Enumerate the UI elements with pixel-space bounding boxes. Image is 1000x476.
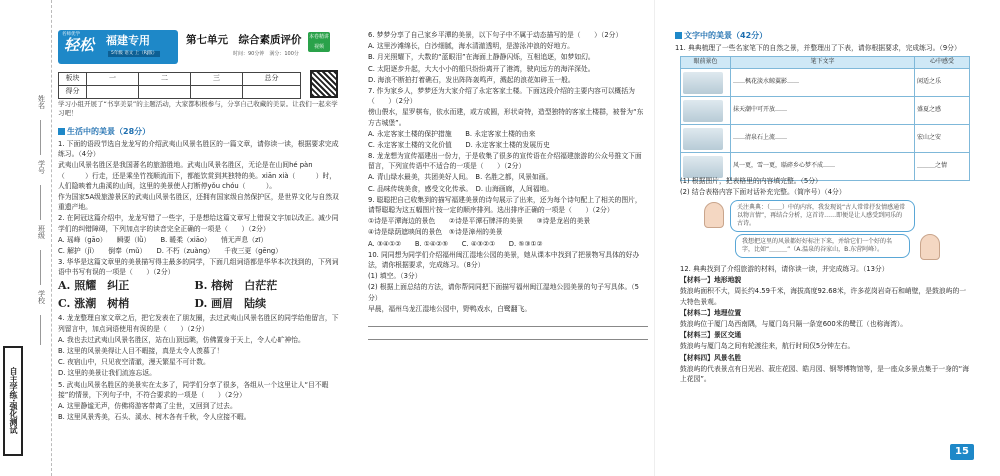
option-row: A. 我也去过武夷山风景名胜区，站在山顶远眺，仿佛置身于天上，令人心旷神怡。 [58,335,305,344]
edition-title: 福建专用 [106,34,150,47]
handwriting-option: B. 榕树 白茫茫 [194,279,278,293]
question-text: 12. 典典找到了介绍旅游的材料，请你读一读，并完成练习。（13分） [680,265,889,273]
question-text: 4. 龙龙整理自家文章之后，把它发表在了朋友圈，去过武夷山风景名胜区的同学给他留言，下列留言中，加点词语使用有误的是（ ）（2分） [58,314,339,333]
answer-line[interactable] [368,329,648,340]
page-number: 15 [950,444,974,460]
score-input[interactable] [243,86,301,99]
section-2-heading [675,30,975,42]
student-id-label: 学号 [37,160,46,174]
middle-column [368,30,648,342]
scenery-image [681,69,731,97]
page-divider [654,0,655,476]
question-text: 7. 作为家乡人，梦梦还为大家介绍了永定客家土楼。下面这段介绍的主要内容可以概括为（ ）（2分） [368,86,635,106]
table-cell[interactable]: ……清泉石上流…… [731,125,915,153]
option-row: C. 夜宿山中，只见夜空清澈，漫天繁星不可计数。 [58,358,210,367]
section-1-heading [58,126,342,138]
option-row: D. 海浪不断拍打着礁石，发出阵阵轰鸣声，溅起的浪花如碎玉一般。 [368,75,575,84]
option-row: A. 永定客家土楼的保护措施 B. 永定客家土楼的由来 [368,129,536,138]
edition-subtitle: 5年级 语文 上（RJ版） [108,51,160,57]
score-header-row [59,73,301,86]
right-column [675,30,975,54]
option-row: B. 这里风景秀美，石头、溪水、树木各有千秋，令人应接不暇。 [58,413,251,422]
question-text: 6. 梦梦分享了自己家乡平潭的美景，以下句子中不属于动态描写的是（ ）（2分） [368,31,623,39]
brand-label: 自主学练·强化测试 [3,346,23,456]
passage: 早晨，福州乌龙江湿地公园中，野鸭戏水，白鹭翻飞。 [368,304,532,313]
material-heading: 【材料三】景区交通 [680,331,742,340]
left-column [58,126,342,423]
handwriting-option: C. 涨潮 树梢 [58,296,130,310]
question-text: 11. 典典梳理了一些名家笔下的自然之景，并整理出了下表，请你根据要求，完成练习。（9分） [675,44,961,52]
question-text: 10. 同同想为同学们介绍福州闽江湿地公园的美景，她从课本中找到了把景物写具体的好办法，请你根据要求，完成练习。（8分） [368,250,640,269]
question-text: 1. 下面的语段节选自龙龙写的介绍武夷山风景名胜区的一篇文章，请你读一读，根据要求完成练习。（4分） [58,140,339,159]
scenery-image [681,125,731,153]
option-row: B. 月光照耀下，大数的“蓝眼泪”在海面上静静闪烁，互相追逐，如梦如幻。 [368,53,595,62]
table-header: 心中感受 [915,57,970,69]
question-text: (1) 根据图片，把表格里的内容填完整。（5分） [680,177,822,185]
passage: 傍山偎水，星罗棋布，依水而建，或方或圆，形状奇特，造型独特的客家土楼群，被誉为“东方古城堡”。 [368,108,644,127]
question-12 [680,264,972,385]
option-row: C. 解护（jǐ） 倒奉（mǔ） D. 不朽（zuàng） 千夜三更（gēng） [58,246,283,255]
score-input[interactable] [139,86,191,99]
handwriting-option: D. 画眉 陆续 [194,296,267,310]
score-input[interactable] [87,86,139,99]
material-heading: 【材料二】地理位置 [680,308,742,317]
table-cell[interactable]: ＿＿＿之情 [915,153,970,181]
name-line [40,120,41,155]
class-label: 班级 [37,225,46,239]
score-cell: 板块 [59,73,87,86]
video-badge[interactable]: 本卷精讲视频 [308,34,329,50]
handwriting-row [58,296,342,313]
option-row: C. 品味传统美食，感受文化传承。 D. 山海画廊，人间福地。 [368,184,554,193]
table-header: 眼前景色 [681,57,731,69]
section-icon [58,128,65,135]
section-2-title: 文字中的美景 [684,31,732,40]
table-cell[interactable]: ……枫花淡水鲸翼影…… [731,69,915,97]
table-cell: 闲适之乐 [915,69,970,97]
logo-big-text: 轻松 [64,36,95,54]
table-cell[interactable]: 抹天潮中可开放…… [731,97,915,125]
teacher-avatar-icon [920,234,940,260]
question-text: 作为国家5A级旅游景区的武夷山风景名胜区，还拥有国家级自然保护区，是世界文化与自然双重遗产地。 [58,192,339,212]
dialogue-bubble: 关注典典：（＿＿）中的内容，我发现说“古人常常抒发情感通常以物言情”，再结合分析，这首诗……即便是让人感受到同乐的古诗。 [730,200,915,232]
score-cell: 二 [139,73,191,86]
exam-meta: 时间：90分钟 满分：100分 [233,51,299,57]
score-cell: 总分 [243,73,301,86]
name-label: 姓名 [37,95,46,109]
table-row [681,125,970,153]
student-id-line [40,185,41,220]
score-cell: 三 [191,73,243,86]
table-cell: 宏山之安 [915,125,970,153]
material-text: 鼓浪屿与厦门岛之间有轮渡往来，航行时间仅5分钟左右。 [680,342,855,351]
question-text: (2) 根据上面总结的方法，请你帮同同把下面描写福州闽江湿地公园美景的句子写具体。（5分） [368,283,639,302]
score-cell: 一 [87,73,139,86]
qr-code[interactable] [310,70,338,98]
section-icon [675,32,682,39]
scenery-table [680,56,970,181]
section-1-score: （28分） [115,127,151,136]
option-row: A. 这里静谧无声，仿佛将游客带离了尘世，又回到了过去。 [58,401,237,410]
unit-title: 第七单元 综合素质评价 [186,34,302,46]
class-line [40,250,41,285]
material-heading: 【材料四】风景名胜 [680,353,742,362]
intro-text: 学习小组开展了“书享美景”的主题活动，大家都积极参与，分享自己收藏的美景。让我们一起来学习吧！ [58,100,338,117]
option-row: A. ③④①② B. ①④②⑤ C. ④③②① D. ⑤③①② [368,239,543,248]
school-label: 学校 [37,290,46,304]
score-table [58,72,301,99]
score-value-row [59,86,301,99]
student-avatar-icon [704,202,724,228]
table-row [681,69,970,97]
option-row: A. 这里沙滩绵长，白沙细腻，海水清澈透明，是游泳冲浪的好地方。 [368,42,574,51]
scenery-table-header [681,57,970,69]
option-row: A. 青山绿水最美，共团美好人间。 B. 名胜之都，风景如画。 [368,173,553,182]
option-row: C. 永定客家土楼的文化价值 D. 永定客家土楼的发展历史 [368,140,550,149]
option-row: ①诗是平潭海边的景色 ②诗是平潭石牌洋的美景 ③诗是龙岩的美景 [368,217,591,226]
question-text: 8. 龙龙想为宣传福建出一份力，于是收集了很多的宣传语在介绍福建旅游的公众号推文下面留言，下列宣传语中不适合的一项是（ ）（2分） [368,152,642,171]
question-text: 3. 华华是这篇文章里的美景描写得主最多的同学，下面几组词语都是华华本次找到的，下列词语中书写有误的一项是（ ）（2分） [58,258,339,277]
option-row: B. 这里的风景美得让人目不暇接，真是太令人羡慕了！ [58,347,224,355]
option-row: D. 这里的美景让我们流连忘返。 [58,369,156,378]
score-input[interactable] [191,86,243,99]
page-header [58,30,340,70]
question-11-subparts [680,176,970,198]
scenery-image [681,97,731,125]
table-cell[interactable]: 风一更，雪一更，聒碎乡心梦不成…… [731,153,915,181]
question-text: (1) 填空。（3分） [368,272,422,281]
question-text: 9. 聪聪把自己收集到的描写福建美景的诗句展示了出来，还为每个诗句配上了相关的图片，请帮聪聪为这五幅图片按一定的顺序排列。选出排序正确的一项是（ ）（2分） [368,195,642,214]
question-text: 5. 武夷山风景名胜区的美景实在太多了，同学们分享了很多，各组从一个这里让人“目不暇接”的情景，下列句子中，不符合要求的一项是（ ）（2分） [58,380,329,399]
handwriting-row [58,278,342,295]
option-row: A. 瑶峰（gāo） 瞬要（lǜ） B. 暖柔（xiāo） 悄无声息（zī） [58,235,268,244]
option-row: ④诗是绿荫遮映间的景色 ⑤诗是漳州的美景 [368,228,503,237]
score-cell: 得分 [59,86,87,99]
section-1-title: 生活中的美景 [67,127,115,136]
question-text: 2. 在阿冠这篇介绍中，龙龙写错了一些字，于是想给这篇文章写上错误文字加以改正。减少同学们的纠错障碍，下列加点字的读音完全正确的一项是（ ）（2分） [58,214,339,233]
brand-logo [58,30,178,64]
binding-margin [0,0,52,476]
material-text: 鼓浪屿的代表景点有日光岩、菽庄花园、皓月园、钢琴博物馆等，是一座众多景点集于一身的“海上花园”。 [680,364,969,383]
material-heading: 【材料一】地形地貌 [680,276,742,285]
section-2-score: （42分） [732,31,768,40]
material-text: 鼓浪屿面积不大，周长约4.59千米，海拔高度92.68米，许多花岗岩奇石和峭壁，是鼓浪屿的一大特色景观。 [680,287,967,306]
logo-small-text: 名师优学 [62,32,80,37]
table-header: 笔下文字 [731,57,915,69]
handwriting-option: A. 照耀 纠正 [58,279,130,293]
answer-line[interactable] [368,316,648,327]
question-text: 武夷山风景名胜区是我国著名的旅游胜地。武夷山风景名胜区，无论是在山间hé pàn（ ）行走，还是乘坐竹筏顺流而下，都能饮赏到其独特的美。xiān xià（ ）时，人们隐映着九曲溪的山间，这里的美景使人打断停yǒu chóu（ ）。 [58,161,337,190]
dialogue-bubble: 我想把这里的风景都好好标注下来，并给它们一个好的名字，比如“＿＿＿”（A.温泉的谷家山，B.东营阿峰）。 [735,234,910,258]
school-line [40,315,41,345]
question-text: (2) 结合表格内容下面对话补充完整。（简序号）（4分） [680,188,846,197]
table-cell: 盛夏之感 [915,97,970,125]
material-text: 鼓浪屿位于厦门岛西南隅，与厦门岛只隔一条宽600米的鹭江（也称海湾）。 [680,319,908,328]
table-row [681,97,970,125]
option-row: C. 太阳逐步升起，大大小小的船只纷纷离开了港湾，驶向远方的海洋深处。 [368,64,595,73]
